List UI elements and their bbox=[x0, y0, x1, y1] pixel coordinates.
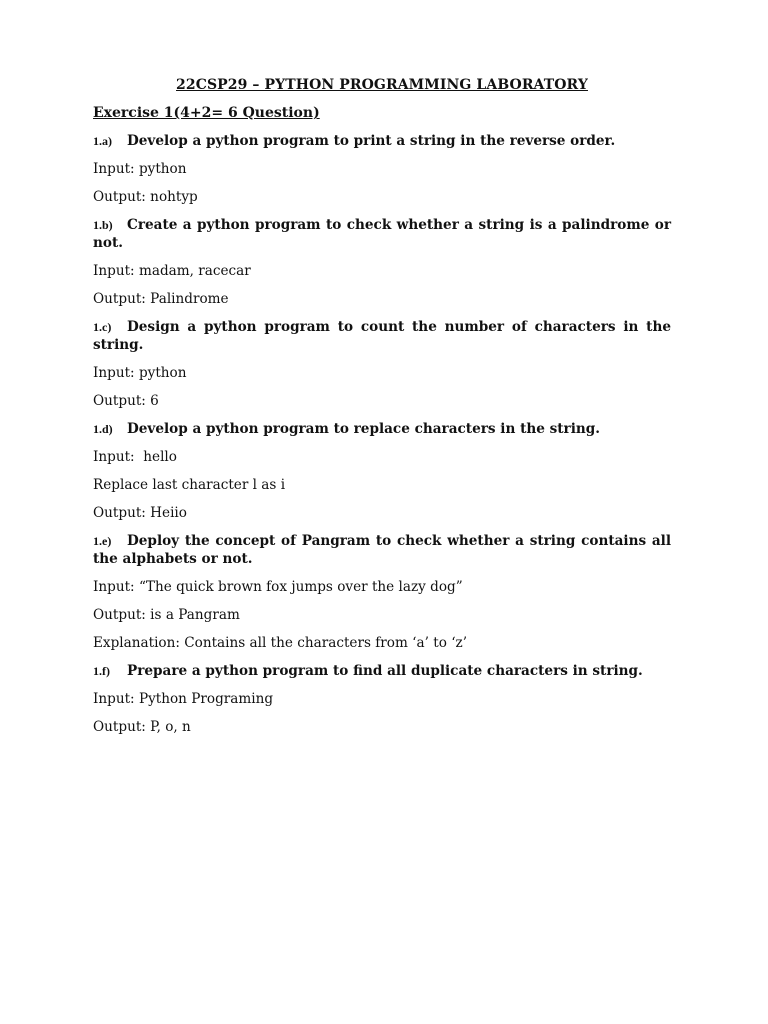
question-number: 1.d) bbox=[93, 422, 113, 436]
exercise-heading: Exercise 1(4+2= 6 Question) bbox=[93, 105, 320, 121]
question-1a-output: Output: nohtyp bbox=[93, 189, 198, 205]
question-text: Prepare a python program to find all duplicate characters in string. bbox=[127, 663, 643, 679]
question-number: 1.e) bbox=[93, 534, 112, 548]
question-1e-output: Output: is a Pangram bbox=[93, 607, 240, 623]
question-1c-input: Input: python bbox=[93, 365, 187, 381]
document-page bbox=[93, 76, 671, 746]
question-1f-output: Output: P, o, n bbox=[93, 719, 191, 735]
question-1c bbox=[93, 318, 671, 354]
question-1d-output: Output: Heiio bbox=[93, 505, 187, 521]
question-number: 1.b) bbox=[93, 218, 113, 232]
question-text: Design a python program to count the number of characters in the string. bbox=[93, 319, 671, 353]
question-1e-explanation: Explanation: Contains all the characters from ‘a’ to ‘z’ bbox=[93, 635, 468, 651]
question-1b-output: Output: Palindrome bbox=[93, 291, 229, 307]
question-1e-input: Input: “The quick brown fox jumps over the lazy dog” bbox=[93, 579, 463, 595]
question-text: Develop a python program to replace characters in the string. bbox=[127, 421, 600, 437]
question-text: Create a python program to check whether a string is a palindrome or not. bbox=[93, 217, 671, 251]
question-1d bbox=[93, 420, 671, 438]
question-1c-output: Output: 6 bbox=[93, 393, 159, 409]
question-number: 1.f) bbox=[93, 664, 110, 678]
document-title: 22CSP29 – PYTHON PROGRAMMING LABORATORY bbox=[176, 77, 588, 93]
question-1d-input: Input: hello bbox=[93, 449, 177, 465]
question-text: Develop a python program to print a string in the reverse order. bbox=[127, 133, 616, 149]
question-1d-note: Replace last character l as i bbox=[93, 477, 286, 493]
question-1e bbox=[93, 532, 671, 568]
question-1f-input: Input: Python Programing bbox=[93, 691, 274, 707]
question-1a bbox=[93, 132, 671, 150]
question-1a-input: Input: python bbox=[93, 161, 187, 177]
question-1b bbox=[93, 216, 671, 252]
question-text: Deploy the concept of Pangram to check whether a string contains all the alphabets or not. bbox=[93, 533, 671, 567]
question-number: 1.c) bbox=[93, 320, 112, 334]
question-number: 1.a) bbox=[93, 134, 112, 148]
question-1b-input: Input: madam, racecar bbox=[93, 263, 251, 279]
question-1f bbox=[93, 662, 671, 680]
